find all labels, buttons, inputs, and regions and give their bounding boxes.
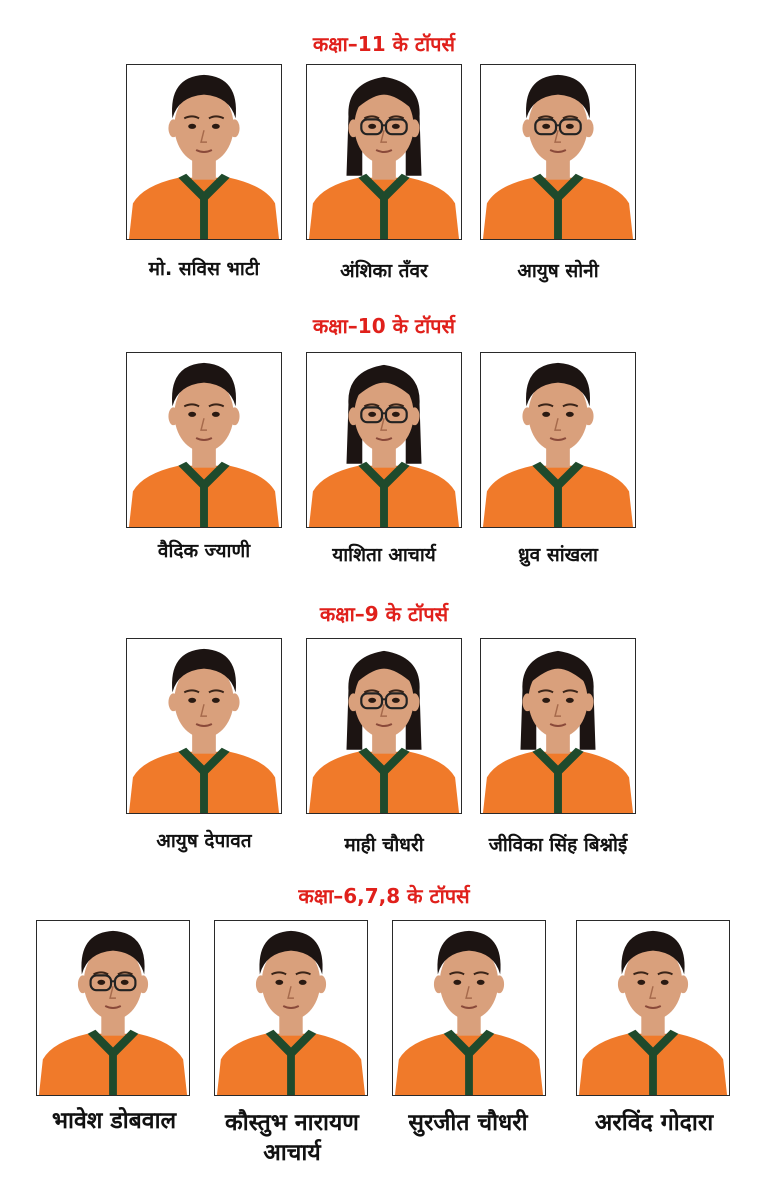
student-photo [126, 352, 282, 528]
student-photo [480, 352, 636, 528]
student-photo [306, 352, 462, 528]
student-name: वैदिक ज्याणी [157, 540, 251, 562]
student-photo [306, 638, 462, 814]
student-name: अंशिका तँवर [340, 260, 428, 282]
student-name: अरविंद गोदारा [594, 1110, 714, 1136]
student-name [200, 1108, 384, 1168]
student-name: भावेश डोबवाल [51, 1108, 177, 1134]
student-photo [392, 920, 546, 1096]
class-10-heading: कक्षा–10 के टॉपर्स [312, 314, 456, 338]
class-9-heading: कक्षा–9 के टॉपर्स [319, 602, 449, 626]
student-photo [480, 638, 636, 814]
class-6-7-8-heading: कक्षा–6,7,8 के टॉपर्स [298, 884, 470, 908]
student-name: जीविका सिंह बिश्नोई [488, 834, 628, 856]
student-name-line-1: कौस्तुभ नारायण [225, 1110, 359, 1136]
student-photo [306, 64, 462, 240]
student-name: आयुष सोनी [517, 260, 599, 282]
student-name: मो. सविस भाटी [148, 258, 260, 280]
class-11-heading: कक्षा–11 के टॉपर्स [312, 32, 456, 56]
student-name: माही चौधरी [344, 834, 424, 856]
student-photo [36, 920, 190, 1096]
student-photo [576, 920, 730, 1096]
student-photo [214, 920, 368, 1096]
student-name: ध्रुव सांखला [518, 544, 598, 566]
student-photo [126, 64, 282, 240]
student-photo [480, 64, 636, 240]
student-photo [126, 638, 282, 814]
student-name: याशिता आचार्य [332, 544, 436, 566]
student-name: सुरजीत चौधरी [408, 1110, 528, 1136]
student-name: आयुष देपावत [156, 830, 252, 852]
student-name-line-2: आचार्य [263, 1140, 321, 1166]
